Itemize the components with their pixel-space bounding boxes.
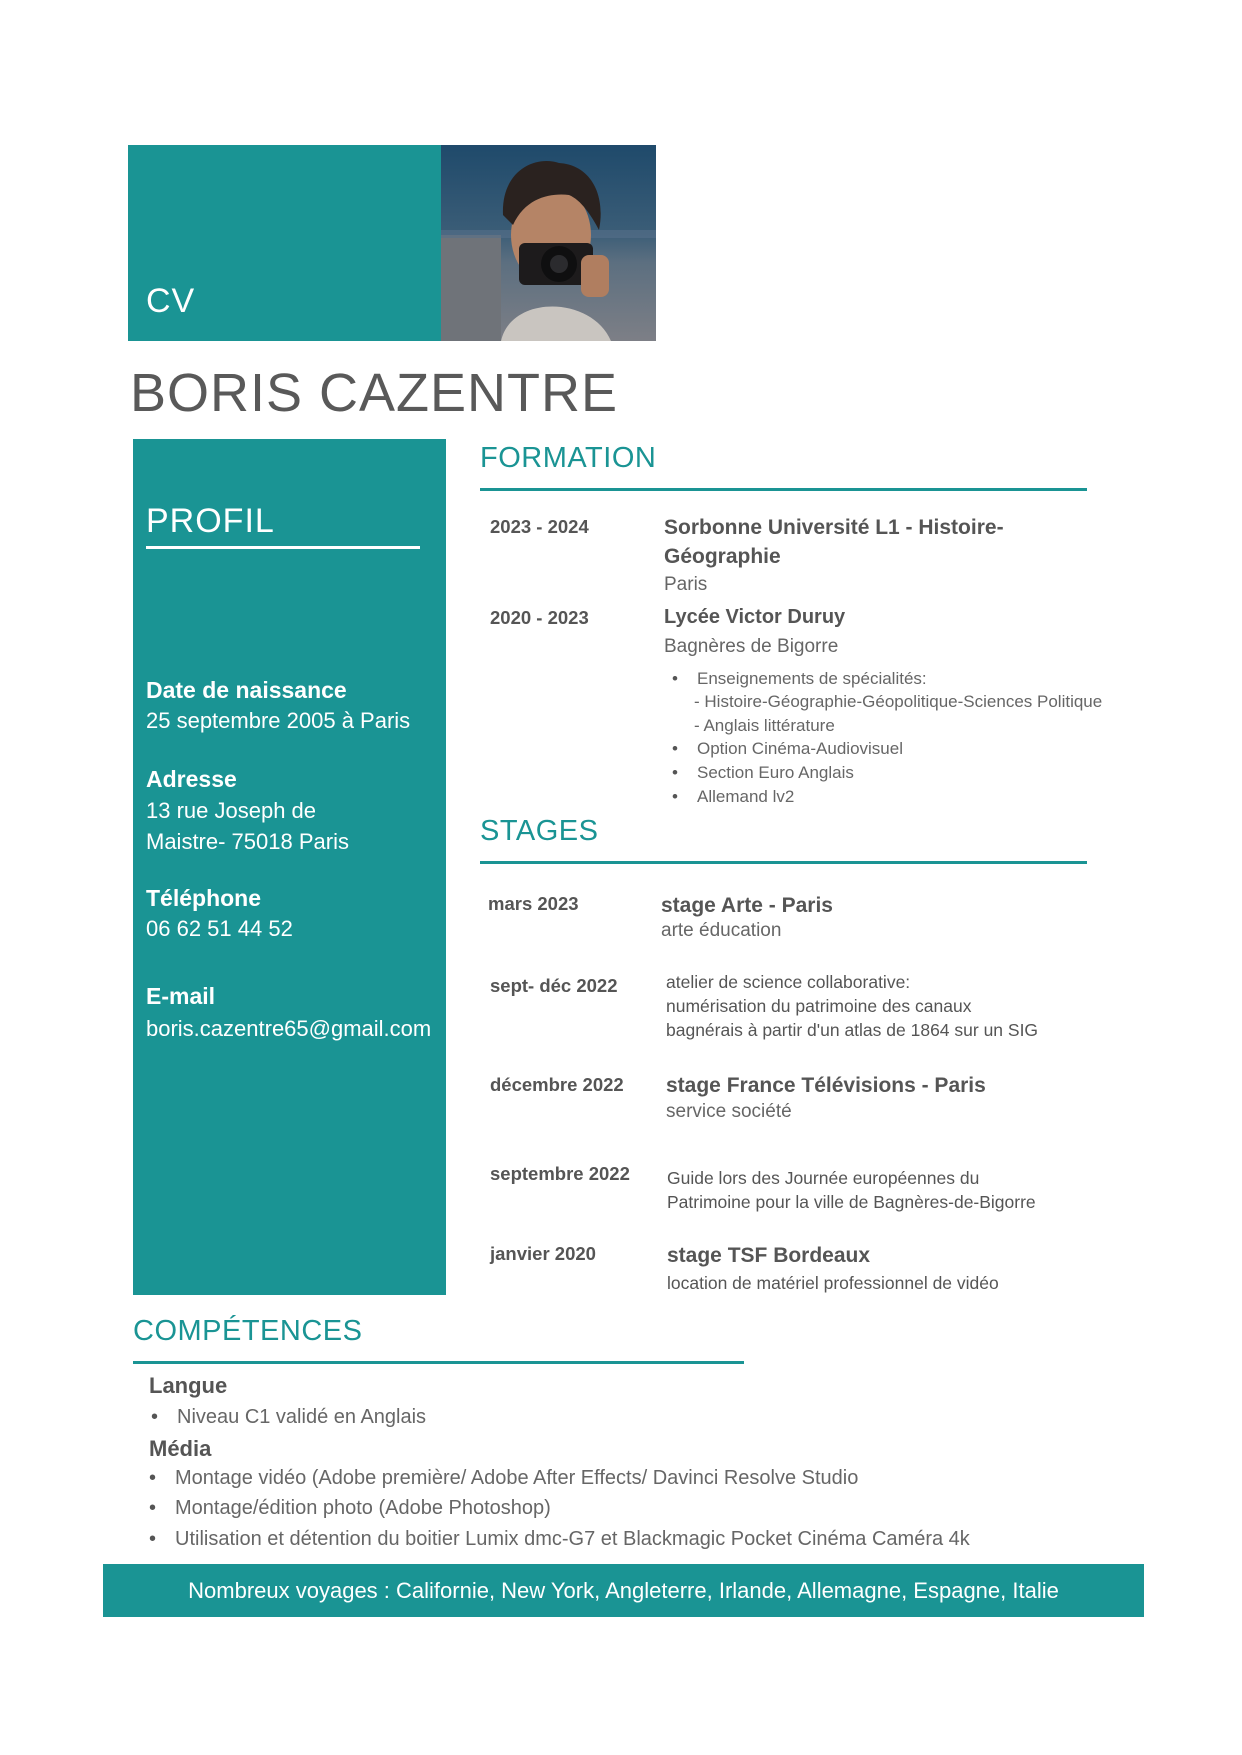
formation-place: Paris (664, 574, 708, 595)
stage-title: stage Arte - Paris (661, 894, 833, 917)
bullet-icon: • (149, 1528, 157, 1550)
candidate-name: BORIS CAZENTRE (130, 363, 619, 423)
profile-sidebar (133, 439, 446, 1295)
formation-divider (480, 488, 1087, 491)
list-item: • Option Cinéma-Audiovisuel (672, 737, 903, 761)
birthdate-label: Date de naissance (146, 677, 347, 703)
formation-place: Bagnères de Bigorre (664, 636, 839, 657)
stage-line: Patrimoine pour la ville de Bagnères-de-Bigorre (667, 1192, 1036, 1212)
competences-title: COMPÉTENCES (133, 1315, 363, 1347)
formation-title-line1: Sorbonne Université L1 - Histoire- (664, 516, 1004, 539)
media-label: Média (149, 1436, 212, 1461)
competences-divider (133, 1361, 744, 1364)
profil-divider (146, 546, 420, 549)
stage-title: stage France Télévisions - Paris (666, 1074, 986, 1097)
bullet-icon: • (672, 787, 678, 806)
bullet-icon: • (149, 1467, 157, 1489)
langue-label: Langue (149, 1373, 228, 1398)
stage-subtitle: service société (666, 1101, 792, 1122)
stage-line: Guide lors des Journée européennes du (667, 1168, 980, 1188)
formation-title: FORMATION (480, 442, 657, 474)
address-label: Adresse (146, 766, 237, 792)
stage-date: mars 2023 (488, 893, 579, 914)
list-item: • Montage vidéo (Adobe première/ Adobe After Effects/ Davinci Resolve Studio (149, 1467, 859, 1489)
stage-title: stage TSF Bordeaux (667, 1244, 871, 1267)
bullet-icon: • (149, 1497, 157, 1519)
stage-date: sept- déc 2022 (490, 975, 618, 996)
phone-label: Téléphone (146, 885, 262, 911)
stage-date: septembre 2022 (490, 1163, 630, 1184)
stage-line: bagnérais à partir d'un atlas de 1864 sur un SIG (666, 1020, 1039, 1040)
list-item: • Section Euro Anglais (672, 761, 854, 785)
formation-title-line2: Géographie (664, 545, 781, 568)
stage-line: atelier de science collaborative: (666, 972, 911, 992)
stage-date: janvier 2020 (490, 1243, 596, 1264)
email-value: boris.cazentre65@gmail.com (146, 1016, 432, 1041)
stages-divider (480, 861, 1087, 864)
list-item: - Histoire-Géographie-Géopolitique-Sciences Politique (694, 692, 1103, 711)
formation-date: 2020 - 2023 (490, 607, 589, 628)
bullet-icon: • (672, 763, 678, 782)
list-item: - Anglais littérature (694, 716, 835, 735)
list-item: • Niveau C1 validé en Anglais (151, 1406, 427, 1428)
list-item: • Enseignements de spécialités: (672, 667, 927, 691)
list-item: • Allemand lv2 (672, 785, 794, 809)
list-item: • Montage/édition photo (Adobe Photoshop) (149, 1497, 551, 1519)
profil-title: PROFIL (146, 502, 275, 540)
cv-label: CV (146, 282, 196, 320)
stage-subtitle: location de matériel professionnel de vidéo (667, 1273, 999, 1293)
list-item: • Utilisation et détention du boitier Lumix dmc-G7 et Blackmagic Pocket Cinéma Caméra 4k (149, 1528, 970, 1550)
stage-subtitle: arte éducation (661, 920, 782, 941)
profile-photo (441, 145, 656, 341)
stages-title: STAGES (480, 815, 599, 847)
address-line1: 13 rue Joseph de (146, 798, 317, 823)
footer-travels: Nombreux voyages : Californie, New York, Angleterre, Irlande, Allemagne, Espagne, Italie (188, 1578, 1059, 1603)
birthdate-value: 25 septembre 2005 à Paris (146, 708, 411, 733)
bullet-icon: • (672, 739, 678, 758)
email-label: E-mail (146, 983, 216, 1009)
phone-value: 06 62 51 44 52 (146, 916, 293, 941)
bullet-icon: • (672, 669, 678, 688)
stage-date: décembre 2022 (490, 1074, 624, 1095)
stage-line: numérisation du patrimoine des canaux (666, 996, 972, 1016)
formation-date: 2023 - 2024 (490, 516, 589, 537)
formation-school: Lycée Victor Duruy (664, 606, 846, 628)
address-line2: Maistre- 75018 Paris (146, 829, 349, 854)
bullet-icon: • (151, 1406, 159, 1428)
